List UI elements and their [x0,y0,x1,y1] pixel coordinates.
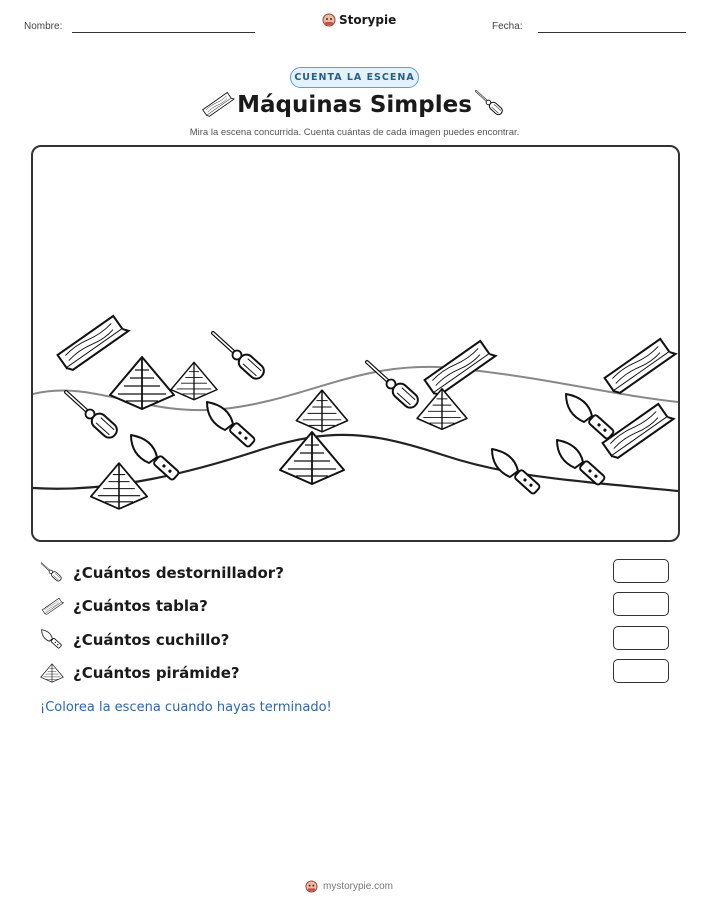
answer-box-knife[interactable] [613,626,669,650]
instructions: Mira la escena concurrida. Cuenta cuántas de cada imagen puedes encontrar. [189,127,520,138]
pyramid-item [417,389,467,430]
question-text: ¿Cuántos tabla? [73,597,208,615]
coloring-note: ¡Colorea la escena cuando hayas terminado! [40,700,332,715]
question-screwdriver [40,561,284,585]
pyramid-item [280,432,344,484]
site-footer [305,880,393,893]
screwdriver-icon [40,561,64,585]
question-text: ¿Cuántos pirámide? [73,664,240,682]
answer-box-pyramid[interactable] [613,659,669,683]
storypie-mascot-icon [305,880,318,893]
pyramid-item [171,362,217,399]
name-label: Nombre: [24,21,63,32]
brand-logo [322,13,396,27]
name-line[interactable] [72,32,255,33]
screwdriver-item [213,333,267,382]
question-text: ¿Cuántos cuchillo? [73,631,230,649]
answer-box-plank[interactable] [613,592,669,616]
screwdriver-item [66,392,120,441]
knife-item [131,435,180,481]
scene-illustration [33,147,678,540]
question-text: ¿Cuántos destornillador? [73,564,284,582]
date-label: Fecha: [492,21,523,32]
pyramid-item [110,357,174,409]
screwdriver-title-icon [474,89,506,119]
scene-panel [31,145,680,542]
pyramid-item [296,390,347,432]
brand-name: Storypie [339,13,397,27]
plank-icon [40,594,64,618]
storypie-mascot-icon [322,13,336,27]
question-pyramid [40,661,240,685]
page-title: Máquinas Simples [237,92,472,118]
pyramid-icon [40,661,64,685]
plank-item [58,314,129,372]
answer-box-screwdriver[interactable] [613,559,669,583]
activity-badge: CUENTA LA ESCENA [290,67,419,88]
date-line[interactable] [538,32,686,33]
knife-item [566,394,615,440]
question-knife [40,628,229,652]
plank-item [605,337,676,395]
site-url: mystorypie.com [323,881,394,892]
pyramid-item [91,463,147,509]
knife-icon [40,628,64,652]
question-plank [40,594,208,618]
knife-item [492,449,541,495]
